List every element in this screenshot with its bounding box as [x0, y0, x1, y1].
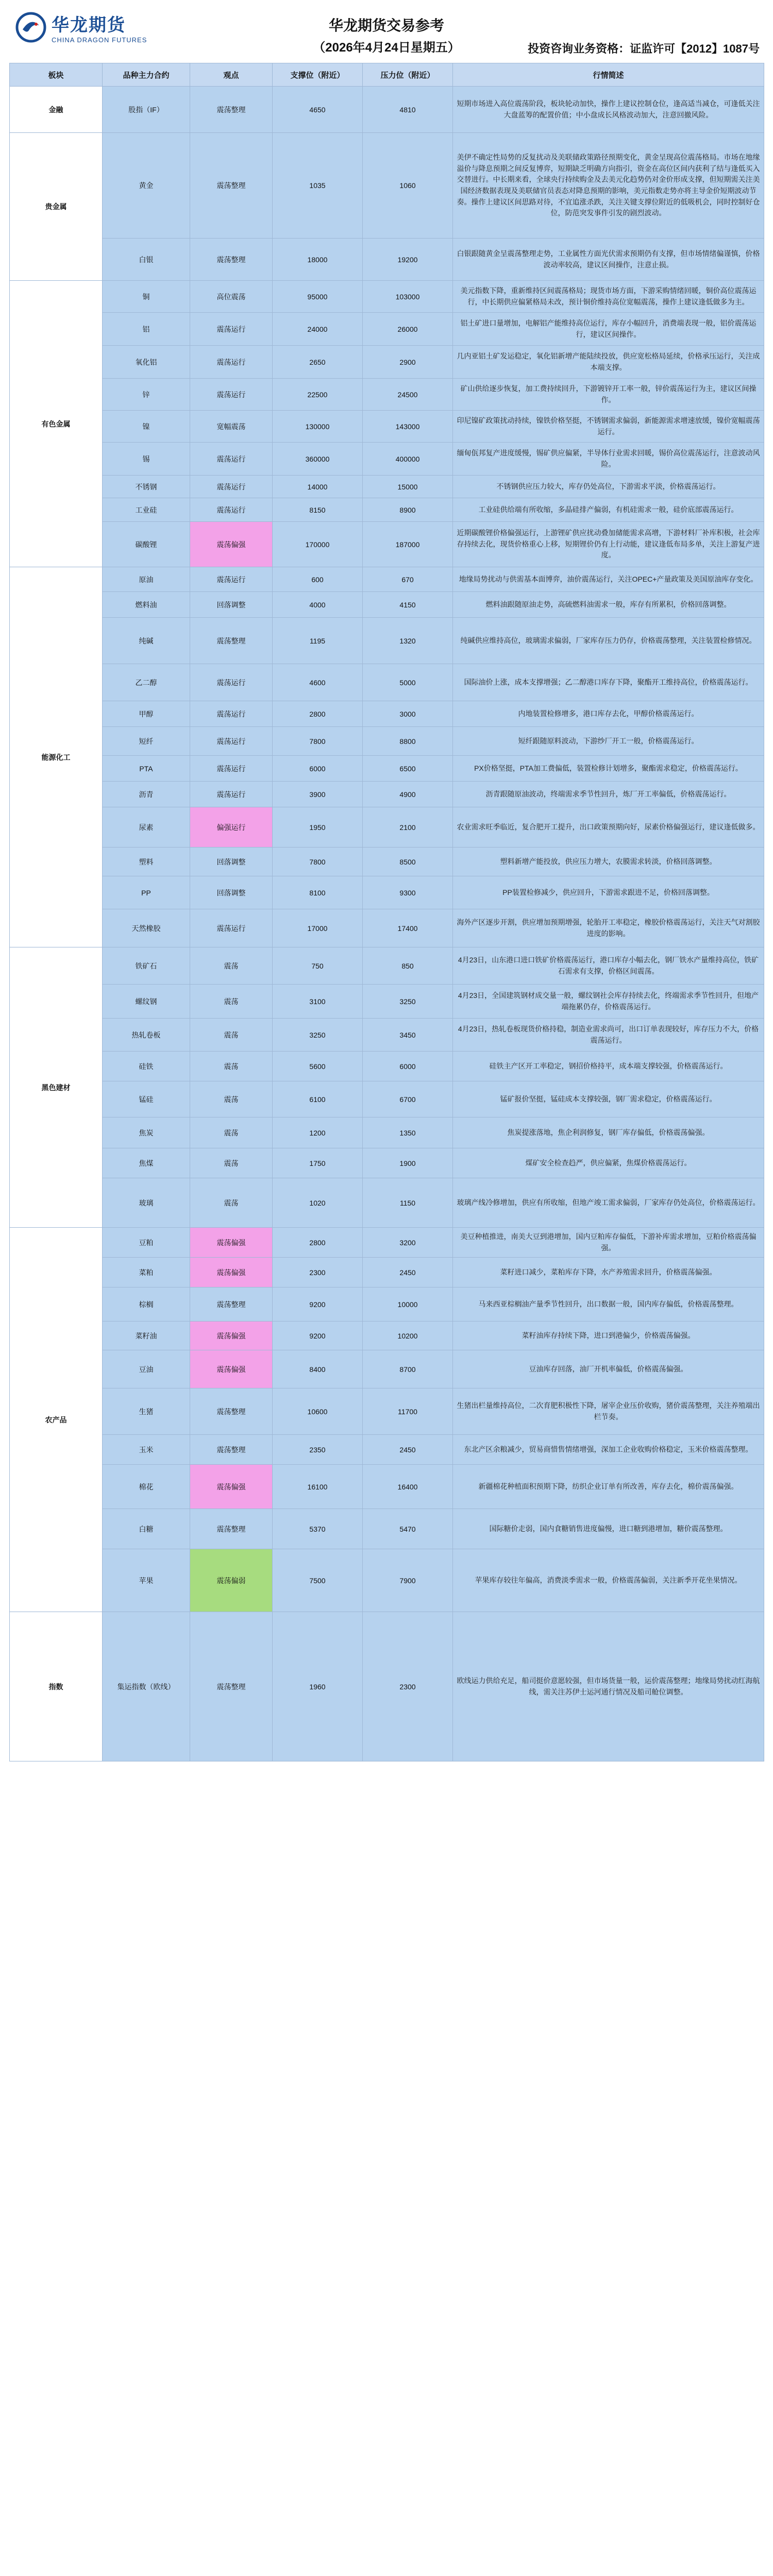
- resistance-cell: 4150: [363, 592, 453, 618]
- table-row: [10, 664, 764, 701]
- resistance-cell: 6700: [363, 1081, 453, 1117]
- table-row: [10, 947, 764, 985]
- resistance-cell: 7900: [363, 1549, 453, 1612]
- product-cell: 玻璃: [103, 1178, 190, 1228]
- support-cell: 1750: [273, 1148, 363, 1178]
- view-cell: 回落调整: [190, 848, 273, 876]
- resistance-cell: 2450: [363, 1435, 453, 1465]
- resistance-cell: 3000: [363, 701, 453, 727]
- product-cell: 甲醇: [103, 701, 190, 727]
- view-cell: 震荡运行: [190, 498, 273, 522]
- description-cell: 沥青跟随原油波动，终端需求季节性回升，炼厂开工率偏低，价格震荡运行。: [453, 782, 764, 807]
- product-cell: 热轧卷板: [103, 1019, 190, 1052]
- sector-cell: 黑色建材: [10, 947, 103, 1228]
- description-cell: 4月23日，热轧卷板现货价格持稳，制造业需求尚可，出口订单表现较好，库存压力不大，价格震荡运行。: [453, 1019, 764, 1052]
- support-cell: 10600: [273, 1388, 363, 1435]
- view-cell: 震荡: [190, 1081, 273, 1117]
- support-cell: 4650: [273, 87, 363, 133]
- view-cell: 震荡整理: [190, 1612, 273, 1761]
- resistance-cell: 400000: [363, 443, 453, 476]
- support-cell: 7500: [273, 1549, 363, 1612]
- table-row: [10, 1388, 764, 1435]
- product-cell: 铜: [103, 281, 190, 313]
- support-cell: 1200: [273, 1117, 363, 1148]
- view-cell: 震荡: [190, 1019, 273, 1052]
- support-cell: 8400: [273, 1350, 363, 1388]
- table-row: [10, 618, 764, 664]
- resistance-cell: 3250: [363, 985, 453, 1019]
- view-cell: 震荡偏强: [190, 1465, 273, 1509]
- resistance-cell: 8900: [363, 498, 453, 522]
- table-row: [10, 522, 764, 567]
- product-cell: 短纤: [103, 727, 190, 756]
- sector-cell: 指数: [10, 1612, 103, 1761]
- resistance-cell: 9300: [363, 876, 453, 909]
- description-cell: 短期市场进入高位震荡阶段，板块轮动加快，操作上建议控制仓位，逢高适当减仓，可逢低关注大盘蓝筹的配置价值；中小盘成长风格波动加大，注意回撤风险。: [453, 87, 764, 133]
- product-cell: 镍: [103, 411, 190, 443]
- support-cell: 4600: [273, 664, 363, 701]
- sector-cell: 能源化工: [10, 567, 103, 947]
- resistance-cell: 3450: [363, 1019, 453, 1052]
- product-cell: 锌: [103, 379, 190, 411]
- resistance-cell: 670: [363, 567, 453, 592]
- view-cell: 宽幅震荡: [190, 411, 273, 443]
- column-header-description: 行情简述: [453, 63, 764, 87]
- table-row: [10, 1258, 764, 1287]
- product-cell: 螺纹钢: [103, 985, 190, 1019]
- support-cell: 130000: [273, 411, 363, 443]
- description-cell: 国际油价上涨，成本支撑增强；乙二醇港口库存下降，聚酯开工维持高位，价格震荡运行。: [453, 664, 764, 701]
- support-cell: 750: [273, 947, 363, 985]
- resistance-cell: 19200: [363, 239, 453, 281]
- table-row: [10, 1117, 764, 1148]
- view-cell: 震荡整理: [190, 87, 273, 133]
- table-row: [10, 807, 764, 848]
- view-cell: 震荡运行: [190, 664, 273, 701]
- support-cell: 9200: [273, 1321, 363, 1350]
- product-cell: 集运指数（欧线）: [103, 1612, 190, 1761]
- description-cell: 短纤跟随原料波动，下游纱厂开工一般，价格震荡运行。: [453, 727, 764, 756]
- description-cell: 燃料油跟随原油走势，高硫燃料油需求一般，库存有所累积，价格回落调整。: [453, 592, 764, 618]
- product-cell: 黄金: [103, 133, 190, 239]
- description-cell: 几内亚铝土矿发运稳定，氧化铝新增产能陆续投放，供应宽松格局延续，价格承压运行，关注成本端支撑。: [453, 346, 764, 379]
- description-cell: 农业需求旺季临近，复合肥开工提升，出口政策预期向好，尿素价格偏强运行，建议逢低做多。: [453, 807, 764, 848]
- product-cell: 菜籽油: [103, 1321, 190, 1350]
- product-cell: 原油: [103, 567, 190, 592]
- resistance-cell: 2900: [363, 346, 453, 379]
- resistance-cell: 16400: [363, 1465, 453, 1509]
- product-cell: 工业硅: [103, 498, 190, 522]
- product-cell: 生猪: [103, 1388, 190, 1435]
- support-cell: 3100: [273, 985, 363, 1019]
- table-row: [10, 443, 764, 476]
- resistance-cell: 17400: [363, 909, 453, 947]
- description-cell: 缅甸佤邦复产进度缓慢，锡矿供应偏紧，半导体行业需求回暖，锡价高位震荡运行，注意波动风险。: [453, 443, 764, 476]
- resistance-cell: 2450: [363, 1258, 453, 1287]
- sector-cell: 金融: [10, 87, 103, 133]
- license-info: 投资咨询业务资格：证监许可【2012】1087号: [528, 42, 760, 55]
- resistance-cell: 6500: [363, 756, 453, 782]
- column-header-sector: 板块: [10, 63, 103, 87]
- support-cell: 7800: [273, 848, 363, 876]
- sector-cell: 贵金属: [10, 133, 103, 281]
- support-cell: 18000: [273, 239, 363, 281]
- resistance-cell: 1320: [363, 618, 453, 664]
- support-cell: 1950: [273, 807, 363, 848]
- table-row: [10, 281, 764, 313]
- table-row: [10, 876, 764, 909]
- product-cell: PTA: [103, 756, 190, 782]
- support-cell: 24000: [273, 313, 363, 346]
- product-cell: PP: [103, 876, 190, 909]
- product-cell: 白糖: [103, 1509, 190, 1549]
- support-cell: 7800: [273, 727, 363, 756]
- resistance-cell: 24500: [363, 379, 453, 411]
- support-cell: 1960: [273, 1612, 363, 1761]
- page-header: [0, 0, 773, 62]
- product-cell: 苹果: [103, 1549, 190, 1612]
- table-row: [10, 313, 764, 346]
- table-row: [10, 476, 764, 498]
- support-cell: 17000: [273, 909, 363, 947]
- support-cell: 600: [273, 567, 363, 592]
- company-name-cn: 华龙期货: [52, 15, 126, 35]
- description-cell: 4月23日，全国建筑钢材成交量一般，螺纹钢社会库存持续去化，终端需求季节性回升，但地产端拖累仍存，价格震荡运行。: [453, 985, 764, 1019]
- support-cell: 360000: [273, 443, 363, 476]
- description-cell: 焦炭提涨落地，焦企利润修复，钢厂库存偏低，价格震荡偏强。: [453, 1117, 764, 1148]
- view-cell: 震荡偏强: [190, 1321, 273, 1350]
- sector-cell: 有色金属: [10, 281, 103, 567]
- description-cell: 4月23日，山东港口进口铁矿价格震荡运行，港口库存小幅去化，钢厂铁水产量维持高位，铁矿石需求有支撑，价格区间震荡。: [453, 947, 764, 985]
- table-row: [10, 1549, 764, 1612]
- table-row: [10, 701, 764, 727]
- view-cell: 震荡偏强: [190, 1350, 273, 1388]
- column-header-view: 观点: [190, 63, 273, 87]
- resistance-cell: 4810: [363, 87, 453, 133]
- view-cell: 震荡偏弱: [190, 1549, 273, 1612]
- support-cell: 1035: [273, 133, 363, 239]
- support-cell: 14000: [273, 476, 363, 498]
- resistance-cell: 10000: [363, 1287, 453, 1321]
- table-row: [10, 1465, 764, 1509]
- description-cell: 生猪出栏量维持高位，二次育肥积极性下降，屠宰企业压价收购，猪价震荡整理，关注养殖端出栏节奏。: [453, 1388, 764, 1435]
- view-cell: 震荡整理: [190, 239, 273, 281]
- resistance-cell: 15000: [363, 476, 453, 498]
- description-cell: 地缘局势扰动与供需基本面博弈，油价震荡运行，关注OPEC+产量政策及美国原油库存变化。: [453, 567, 764, 592]
- description-cell: 美豆种植推进，南美大豆到港增加，国内豆粕库存偏低，下游补库需求增加，豆粕价格震荡偏强。: [453, 1228, 764, 1258]
- table-row: [10, 909, 764, 947]
- product-cell: 沥青: [103, 782, 190, 807]
- product-cell: 棕榈: [103, 1287, 190, 1321]
- description-cell: 白银跟随黄金呈震荡整理走势，工业属性方面光伏需求预期仍有支撑，但市场情绪偏谨慎，价格波动率较高，建议区间操作，注意止损。: [453, 239, 764, 281]
- view-cell: 震荡整理: [190, 1287, 273, 1321]
- support-cell: 2800: [273, 1228, 363, 1258]
- product-cell: 乙二醇: [103, 664, 190, 701]
- resistance-cell: 11700: [363, 1388, 453, 1435]
- resistance-cell: 4900: [363, 782, 453, 807]
- company-name-en: CHINA DRAGON FUTURES: [52, 36, 147, 44]
- resistance-cell: 1350: [363, 1117, 453, 1148]
- support-cell: 5600: [273, 1052, 363, 1081]
- product-cell: 焦炭: [103, 1117, 190, 1148]
- column-header-resistance: 压力位（附近）: [363, 63, 453, 87]
- view-cell: 震荡运行: [190, 701, 273, 727]
- resistance-cell: 5000: [363, 664, 453, 701]
- description-cell: 美伊不确定性局势的反复扰动及美联储政策路径预期变化，黄金呈现高位震荡格局。市场在地缘溢价与降息预期之间反复博弈，短期缺乏明确方向指引，资金在高位区间内获利了结与逢低买入交替进行。中长期来看，全球央行持续购金及去美元化趋势仍对金价形成支撑，但短期需关注美国经济数据表现及美联储官员表态对降息预期的影响，美元指数走势亦将主导金价短期波动节奏。操作上建议区间思路对待，不宜追涨杀跌，关注关键支撑位附近的低吸机会，同时控制好仓位，防范突发事件引发的剧烈波动。: [453, 133, 764, 239]
- description-cell: 豆油库存回落，油厂开机率偏低，价格震荡偏强。: [453, 1350, 764, 1388]
- view-cell: 回落调整: [190, 876, 273, 909]
- view-cell: 震荡: [190, 1148, 273, 1178]
- view-cell: 震荡: [190, 1178, 273, 1228]
- description-cell: 近期碳酸锂价格偏强运行，上游锂矿供应扰动叠加储能需求高增，下游材料厂补库积极，社会库存持续去化，现货价格重心上移，短期锂价仍有上行动能，建议逢低布局多单，关注上游复产进度。: [453, 522, 764, 567]
- resistance-cell: 2100: [363, 807, 453, 848]
- table-row: [10, 498, 764, 522]
- table-row: [10, 411, 764, 443]
- view-cell: 高位震荡: [190, 281, 273, 313]
- view-cell: 震荡运行: [190, 567, 273, 592]
- product-cell: 菜粕: [103, 1258, 190, 1287]
- support-cell: 1020: [273, 1178, 363, 1228]
- description-cell: 欧线运力供给充足，船司挺价意愿较强，但市场货量一般，运价震荡整理；地缘局势扰动红海航线，需关注苏伊士运河通行情况及船司舱位调整。: [453, 1612, 764, 1761]
- resistance-cell: 187000: [363, 522, 453, 567]
- description-cell: 锰矿报价坚挺，锰硅成本支撑较强，钢厂需求稳定，价格震荡运行。: [453, 1081, 764, 1117]
- table-row: [10, 1287, 764, 1321]
- resistance-cell: 1150: [363, 1178, 453, 1228]
- view-cell: 震荡运行: [190, 346, 273, 379]
- description-cell: 塑料新增产能投放，供应压力增大，农膜需求转淡，价格回落调整。: [453, 848, 764, 876]
- description-cell: 国际糖价走弱，国内食糖销售进度偏慢，进口糖到港增加，糖价震荡整理。: [453, 1509, 764, 1549]
- description-cell: 工业硅供给端有所收缩，多晶硅排产偏弱，有机硅需求一般，硅价底部震荡运行。: [453, 498, 764, 522]
- table-row: [10, 848, 764, 876]
- support-cell: 3250: [273, 1019, 363, 1052]
- product-cell: 纯碱: [103, 618, 190, 664]
- description-cell: 美元指数下降，重新维持区间震荡格局；现货市场方面，下游采购情绪回暖，铜价高位震荡运行，中长期供应偏紧格局未改，预计铜价维持高位宽幅震荡，操作上建议逢低做多为主。: [453, 281, 764, 313]
- view-cell: 震荡: [190, 1052, 273, 1081]
- support-cell: 4000: [273, 592, 363, 618]
- support-cell: 9200: [273, 1287, 363, 1321]
- view-cell: 震荡: [190, 947, 273, 985]
- reference-table: [9, 63, 764, 1761]
- table-row: [10, 1019, 764, 1052]
- table-row: [10, 87, 764, 133]
- description-cell: 玻璃产线冷修增加，供应有所收缩，但地产竣工需求偏弱，厂家库存仍处高位，价格震荡运行。: [453, 1178, 764, 1228]
- resistance-cell: 8500: [363, 848, 453, 876]
- table-row: [10, 346, 764, 379]
- table-row: [10, 592, 764, 618]
- table-row: [10, 239, 764, 281]
- product-cell: 豆粕: [103, 1228, 190, 1258]
- description-cell: 矿山供给逐步恢复，加工费持续回升，下游镀锌开工率一般，锌价震荡运行为主，建议区间操作。: [453, 379, 764, 411]
- resistance-cell: 103000: [363, 281, 453, 313]
- view-cell: 震荡运行: [190, 909, 273, 947]
- table-row: [10, 1350, 764, 1388]
- view-cell: 震荡运行: [190, 476, 273, 498]
- resistance-cell: 8700: [363, 1350, 453, 1388]
- table-row: [10, 567, 764, 592]
- description-cell: 不锈钢供应压力较大，库存仍处高位，下游需求平淡，价格震荡运行。: [453, 476, 764, 498]
- table-row: [10, 1178, 764, 1228]
- table-row: [10, 756, 764, 782]
- resistance-cell: 143000: [363, 411, 453, 443]
- resistance-cell: 1900: [363, 1148, 453, 1178]
- support-cell: 22500: [273, 379, 363, 411]
- view-cell: 震荡整理: [190, 618, 273, 664]
- resistance-cell: 6000: [363, 1052, 453, 1081]
- support-cell: 2350: [273, 1435, 363, 1465]
- view-cell: 震荡运行: [190, 727, 273, 756]
- table-row: [10, 1052, 764, 1081]
- support-cell: 3900: [273, 782, 363, 807]
- table-row: [10, 1612, 764, 1761]
- support-cell: 2650: [273, 346, 363, 379]
- product-cell: 不锈钢: [103, 476, 190, 498]
- resistance-cell: 3200: [363, 1228, 453, 1258]
- resistance-cell: 5470: [363, 1509, 453, 1549]
- table-row: [10, 379, 764, 411]
- view-cell: 震荡运行: [190, 313, 273, 346]
- support-cell: 1195: [273, 618, 363, 664]
- view-cell: 震荡运行: [190, 379, 273, 411]
- table-header-row: [10, 63, 764, 87]
- product-cell: 锡: [103, 443, 190, 476]
- product-cell: 白银: [103, 239, 190, 281]
- product-cell: 碳酸锂: [103, 522, 190, 567]
- product-cell: 塑料: [103, 848, 190, 876]
- resistance-cell: 26000: [363, 313, 453, 346]
- table-row: [10, 1435, 764, 1465]
- sector-cell: 农产品: [10, 1228, 103, 1612]
- view-cell: 震荡运行: [190, 443, 273, 476]
- table-row: [10, 1509, 764, 1549]
- product-cell: 尿素: [103, 807, 190, 848]
- view-cell: 震荡偏强: [190, 522, 273, 567]
- support-cell: 6100: [273, 1081, 363, 1117]
- product-cell: 铁矿石: [103, 947, 190, 985]
- resistance-cell: 10200: [363, 1321, 453, 1350]
- table-row: [10, 1148, 764, 1178]
- support-cell: 2800: [273, 701, 363, 727]
- description-cell: 菜籽油库存持续下降，进口到港偏少，价格震荡偏强。: [453, 1321, 764, 1350]
- table-row: [10, 985, 764, 1019]
- page-title: 华龙期货交易参考: [328, 18, 444, 33]
- description-cell: PX价格坚挺，PTA加工费偏低，装置检修计划增多，聚酯需求稳定，价格震荡运行。: [453, 756, 764, 782]
- support-cell: 95000: [273, 281, 363, 313]
- description-cell: 苹果库存较往年偏高，消费淡季需求一般，价格震荡偏弱，关注新季开花坐果情况。: [453, 1549, 764, 1612]
- product-cell: 铝: [103, 313, 190, 346]
- product-cell: 天然橡胶: [103, 909, 190, 947]
- view-cell: 震荡: [190, 1117, 273, 1148]
- resistance-cell: 850: [363, 947, 453, 985]
- view-cell: 震荡偏强: [190, 1228, 273, 1258]
- product-cell: 燃料油: [103, 592, 190, 618]
- support-cell: 16100: [273, 1465, 363, 1509]
- description-cell: 印尼镍矿政策扰动持续，镍铁价格坚挺，不锈钢需求偏弱，新能源需求增速放缓，镍价宽幅震荡运行。: [453, 411, 764, 443]
- view-cell: 震荡运行: [190, 782, 273, 807]
- table-row: [10, 782, 764, 807]
- column-header-support: 支撑位（附近）: [273, 63, 363, 87]
- table-row: [10, 1081, 764, 1117]
- description-cell: 内地装置检修增多，港口库存去化，甲醇价格震荡运行。: [453, 701, 764, 727]
- support-cell: 5370: [273, 1509, 363, 1549]
- table-row: [10, 1321, 764, 1350]
- resistance-cell: 1060: [363, 133, 453, 239]
- support-cell: 170000: [273, 522, 363, 567]
- product-cell: 锰硅: [103, 1081, 190, 1117]
- support-cell: 2300: [273, 1258, 363, 1287]
- view-cell: 震荡: [190, 985, 273, 1019]
- description-cell: 铝土矿进口量增加，电解铝产能维持高位运行，库存小幅回升，消费端表现一般，铝价震荡运行，建议区间操作。: [453, 313, 764, 346]
- support-cell: 8100: [273, 876, 363, 909]
- description-cell: 纯碱供应维持高位，玻璃需求偏弱，厂家库存压力仍存，价格震荡整理，关注装置检修情况。: [453, 618, 764, 664]
- product-cell: 玉米: [103, 1435, 190, 1465]
- product-cell: 股指（IF）: [103, 87, 190, 133]
- view-cell: 震荡运行: [190, 756, 273, 782]
- description-cell: 新疆棉花种植面积预期下降，纺织企业订单有所改善，库存去化，棉价震荡偏强。: [453, 1465, 764, 1509]
- view-cell: 震荡整理: [190, 1509, 273, 1549]
- view-cell: 偏强运行: [190, 807, 273, 848]
- support-cell: 8150: [273, 498, 363, 522]
- product-cell: 焦煤: [103, 1148, 190, 1178]
- view-cell: 震荡偏强: [190, 1258, 273, 1287]
- product-cell: 氧化铝: [103, 346, 190, 379]
- page-date: （2026年4月24日星期五）: [313, 41, 460, 55]
- resistance-cell: 8800: [363, 727, 453, 756]
- resistance-cell: 2300: [363, 1612, 453, 1761]
- description-cell: 硅铁主产区开工率稳定，钢招价格持平，成本端支撑较强，价格震荡运行。: [453, 1052, 764, 1081]
- description-cell: 海外产区逐步开割，供应增加预期增强，轮胎开工率稳定，橡胶价格震荡运行，关注天气对割胶进度的影响。: [453, 909, 764, 947]
- view-cell: 震荡整理: [190, 133, 273, 239]
- table-row: [10, 1228, 764, 1258]
- product-cell: 棉花: [103, 1465, 190, 1509]
- product-cell: 硅铁: [103, 1052, 190, 1081]
- view-cell: 震荡整理: [190, 1435, 273, 1465]
- table-row: [10, 727, 764, 756]
- description-cell: 煤矿安全检查趋严，供应偏紧，焦煤价格震荡运行。: [453, 1148, 764, 1178]
- view-cell: 震荡整理: [190, 1388, 273, 1435]
- table-row: [10, 133, 764, 239]
- description-cell: PP装置检修减少，供应回升，下游需求跟进不足，价格回落调整。: [453, 876, 764, 909]
- product-cell: 豆油: [103, 1350, 190, 1388]
- view-cell: 回落调整: [190, 592, 273, 618]
- support-cell: 6000: [273, 756, 363, 782]
- description-cell: 菜籽进口减少，菜粕库存下降，水产养殖需求回升，价格震荡偏强。: [453, 1258, 764, 1287]
- description-cell: 马来西亚棕榈油产量季节性回升，出口数据一般，国内库存偏低，价格震荡整理。: [453, 1287, 764, 1321]
- column-header-product: 品种主力合约: [103, 63, 190, 87]
- description-cell: 东北产区余粮减少，贸易商惜售情绪增强，深加工企业收购价格稳定，玉米价格震荡整理。: [453, 1435, 764, 1465]
